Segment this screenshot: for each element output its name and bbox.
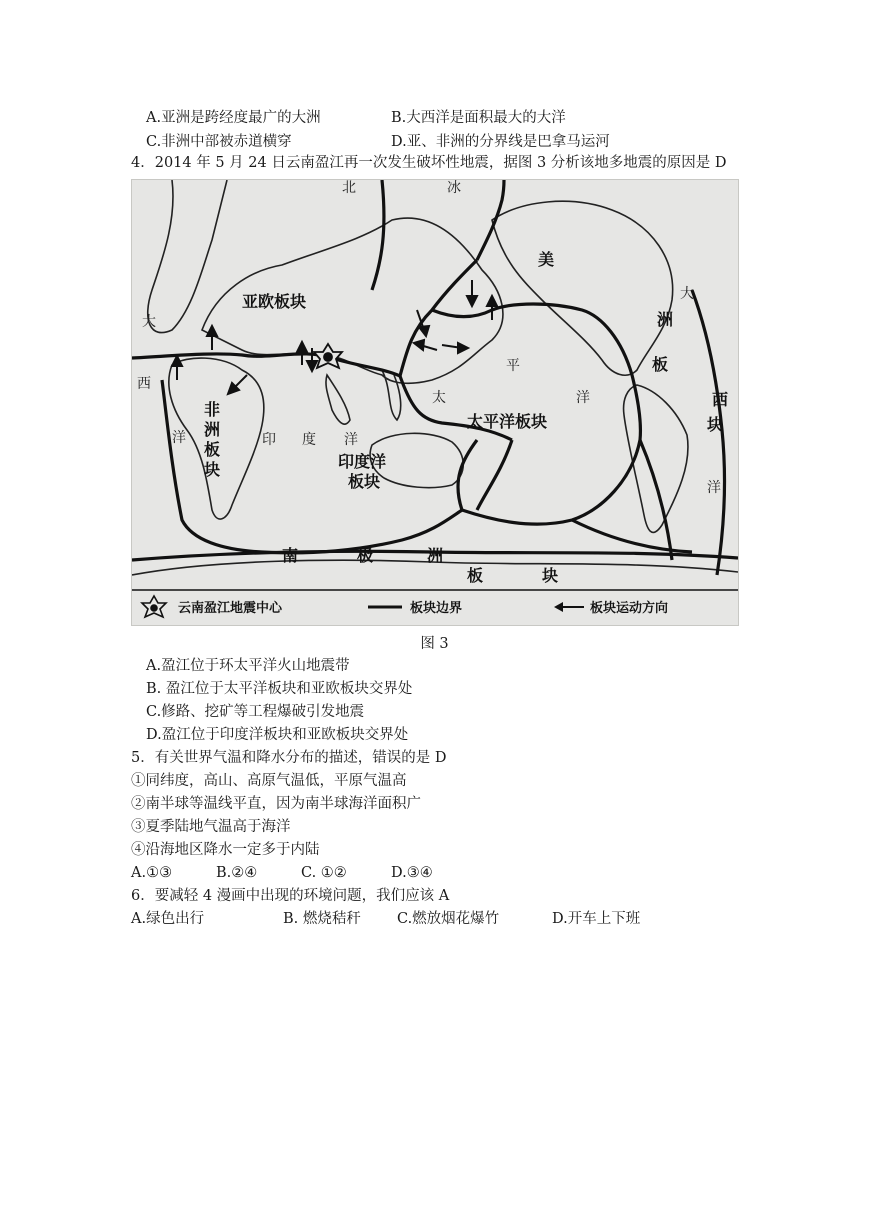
- plate-map-figure: [131, 179, 739, 626]
- label-americas-3: 板: [652, 355, 669, 374]
- label-americas-2: 洲: [657, 310, 674, 329]
- ocean-atlantic-2: 西: [137, 376, 151, 392]
- label-antarctic-3: 洲: [427, 546, 444, 565]
- label-antarctic-2: 极: [357, 546, 374, 565]
- q5-statement-3: ③夏季陆地气温高于海洋: [131, 819, 291, 835]
- epicenter-star-icon: [314, 344, 342, 368]
- q5-option-c: C. ①②: [301, 865, 347, 881]
- q4-stem: 4．2014 年 5 月 24 日云南盈江再一次发生破坏性地震，据图 3 分析该地多地震的原因是 D: [131, 155, 727, 171]
- plate-boundaries: [132, 180, 738, 575]
- q5-statement-1: ①同纬度，高山、高原气温低，平原气温高: [131, 773, 407, 789]
- label-americas-1: 美: [538, 250, 555, 269]
- map-legend: [132, 590, 738, 617]
- q4-option-d: D.盈江位于印度洋板块和亚欧板块交界处: [146, 727, 409, 743]
- q4-option-b: B. 盈江位于太平洋板块和亚欧板块交界处: [146, 681, 413, 697]
- label-indian-plate-1: 印度洋: [338, 452, 387, 471]
- q3-option-a: A.亚洲是跨经度最广的大洲: [146, 110, 321, 126]
- q5-stem: 5．有关世界气温和降水分布的描述，错误的是 D: [131, 750, 447, 766]
- label-africa-plate-2: 洲: [204, 420, 221, 439]
- ocean-indian-2: 度: [302, 432, 316, 448]
- q3-option-b: B.大西洋是面积最大的大洋: [391, 110, 566, 126]
- label-indian-plate-2: 板块: [348, 472, 381, 491]
- ocean-pacific-2: 平: [506, 358, 520, 374]
- legend-epicenter-icon: [142, 596, 166, 617]
- q5-option-d: D.③④: [391, 865, 433, 881]
- label-africa-plate-4: 块: [204, 460, 221, 479]
- ocean-atlantic-right-1: 大: [680, 286, 694, 302]
- legend-epicenter-label: 云南盈江地震中心: [178, 601, 283, 616]
- q5-statement-4: ④沿海地区降水一定多于内陆: [131, 842, 320, 858]
- label-americas-5: 块: [707, 415, 724, 434]
- q6-option-a: A.绿色出行: [131, 911, 205, 927]
- q3-option-d: D.亚、非洲的分界线是巴拿马运河: [391, 134, 610, 150]
- figure-caption: 图 3: [420, 636, 449, 652]
- ocean-north-2: 冰: [447, 180, 461, 196]
- q5-option-a: A.①③: [131, 865, 173, 881]
- ocean-indian-3: 洋: [344, 432, 358, 448]
- q6-option-b: B. 燃烧秸秆: [283, 911, 361, 927]
- ocean-pacific-1: 太: [432, 390, 446, 406]
- ocean-atlantic-3: 洋: [172, 430, 186, 446]
- label-antarctic-5: 块: [542, 566, 559, 585]
- plate-motion-arrows: [172, 280, 497, 394]
- label-antarctic-4: 板: [467, 566, 484, 585]
- q4-option-c: C.修路、挖矿等工程爆破引发地震: [146, 704, 365, 720]
- ocean-atlantic-right-2: 洋: [707, 480, 721, 496]
- north-america-outline: [492, 201, 673, 375]
- label-africa-plate-1: 非: [204, 400, 221, 419]
- label-americas-4: 西: [712, 390, 729, 409]
- label-pacific-plate: 太平洋板块: [467, 412, 548, 431]
- q3-option-c: C.非洲中部被赤道横穿: [146, 134, 292, 150]
- q6-option-d: D.开车上下班: [552, 911, 641, 927]
- label-antarctic-1: 南: [282, 546, 299, 565]
- greenland-outline: [148, 180, 227, 333]
- q6-stem: 6．要减轻 4 漫画中出现的环境问题，我们应该 A: [131, 888, 450, 904]
- label-africa-plate-3: 板: [204, 440, 221, 459]
- q5-statement-2: ②南半球等温线平直，因为南半球海洋面积广: [131, 796, 421, 812]
- q5-option-b: B.②④: [216, 865, 258, 881]
- ocean-pacific-3: 洋: [576, 390, 590, 406]
- q4-option-a: A.盈江位于环太平洋火山地震带: [146, 658, 350, 674]
- label-eurasian-plate: 亚欧板块: [242, 292, 307, 311]
- ocean-north-1: 北: [342, 180, 356, 196]
- ocean-indian-1: 印: [262, 432, 276, 448]
- q6-option-c: C.燃放烟花爆竹: [397, 911, 500, 927]
- ocean-atlantic-1: 大: [142, 314, 156, 330]
- legend-motion-label: 板块运动方向: [590, 601, 669, 616]
- legend-boundary-label: 板块边界: [410, 601, 463, 616]
